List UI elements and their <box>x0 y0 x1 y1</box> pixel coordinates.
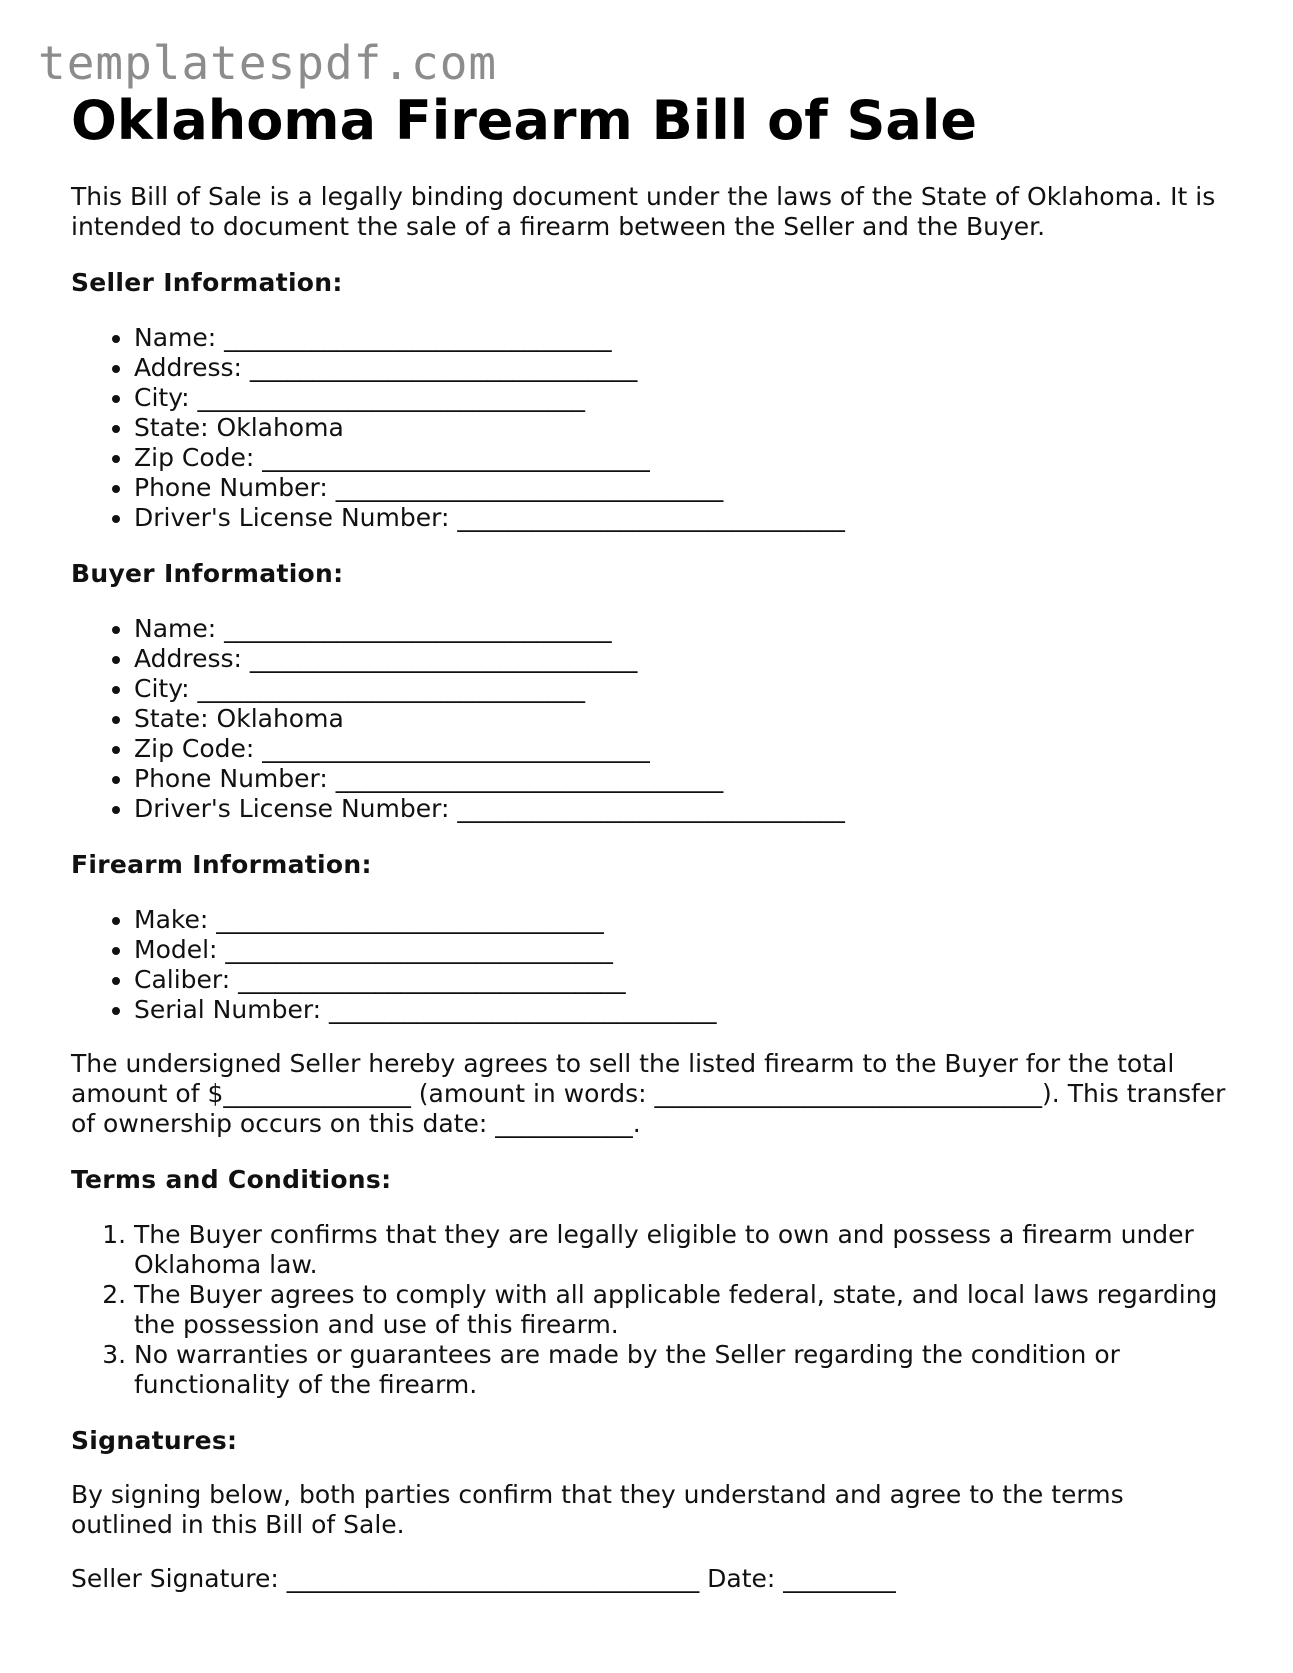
firearm-heading: Firearm Information: <box>71 850 372 879</box>
seller-heading: Seller Information: <box>71 268 343 297</box>
signatures-heading: Signatures: <box>71 1426 238 1455</box>
seller-zip-field[interactable]: • Zip Code: _______________________________ <box>134 443 1231 473</box>
seller-address-field[interactable]: • Address: _______________________________ <box>134 353 1231 383</box>
seller-signature-line[interactable]: Seller Signature: _________________________________ Date: _________ <box>71 1564 896 1593</box>
seller-city-field[interactable]: • City: _______________________________ <box>134 383 1231 413</box>
terms-item: 2. The Buyer agrees to comply with all applicable federal, state, and local laws regarding the possession and use of this firearm. <box>134 1280 1231 1340</box>
firearm-make-field[interactable]: • Make: _______________________________ <box>134 905 1231 935</box>
page-title: Oklahoma Firearm Bill of Sale <box>71 89 977 152</box>
buyer-address-field[interactable]: • Address: _______________________________ <box>134 644 1231 674</box>
signatures-statement: By signing below, both parties confirm that they understand and agree to the terms outlined in this Bill of Sale. <box>71 1480 1124 1539</box>
buyer-phone-field[interactable]: • Phone Number: _______________________________ <box>134 764 1231 794</box>
firearm-serial-field[interactable]: • Serial Number: _______________________________ <box>134 995 1231 1025</box>
terms-item: 1. The Buyer confirms that they are legally eligible to own and possess a firearm under Oklahoma law. <box>134 1220 1231 1280</box>
seller-state-field: • State: Oklahoma <box>134 413 1231 443</box>
terms-heading: Terms and Conditions: <box>71 1165 392 1194</box>
buyer-license-field[interactable]: • Driver's License Number: _______________________________ <box>134 794 1231 824</box>
firearm-fields <box>71 905 1231 1025</box>
seller-license-field[interactable]: • Driver's License Number: _______________________________ <box>134 503 1231 533</box>
buyer-heading: Buyer Information: <box>71 559 344 588</box>
seller-phone-field[interactable]: • Phone Number: _______________________________ <box>134 473 1231 503</box>
buyer-fields <box>71 614 1231 824</box>
buyer-name-field[interactable]: • Name: _______________________________ <box>134 614 1231 644</box>
document-page <box>71 88 1231 1594</box>
seller-fields <box>71 323 1231 533</box>
buyer-zip-field[interactable]: • Zip Code: _______________________________ <box>134 734 1231 764</box>
terms-item: 3. No warranties or guarantees are made by the Seller regarding the condition or functionality of the firearm. <box>134 1340 1231 1400</box>
buyer-city-field[interactable]: • City: _______________________________ <box>134 674 1231 704</box>
watermark: templatespdf.com <box>38 36 498 90</box>
firearm-model-field[interactable]: • Model: _______________________________ <box>134 935 1231 965</box>
seller-name-field[interactable]: • Name: _______________________________ <box>134 323 1231 353</box>
intro-paragraph: This Bill of Sale is a legally binding document under the laws of the State of Oklahoma. It is intended to document the sale of a firearm between the Seller and the Buyer. <box>71 182 1216 241</box>
terms-list <box>71 1220 1231 1400</box>
buyer-state-field: • State: Oklahoma <box>134 704 1231 734</box>
sale-statement: The undersigned Seller hereby agrees to sell the listed firearm to the Buyer for the total amount of $_______________ (amount in words: _______________________________). This transfer of ownership occurs on this date: ___________. <box>71 1049 1226 1138</box>
firearm-caliber-field[interactable]: • Caliber: _______________________________ <box>134 965 1231 995</box>
